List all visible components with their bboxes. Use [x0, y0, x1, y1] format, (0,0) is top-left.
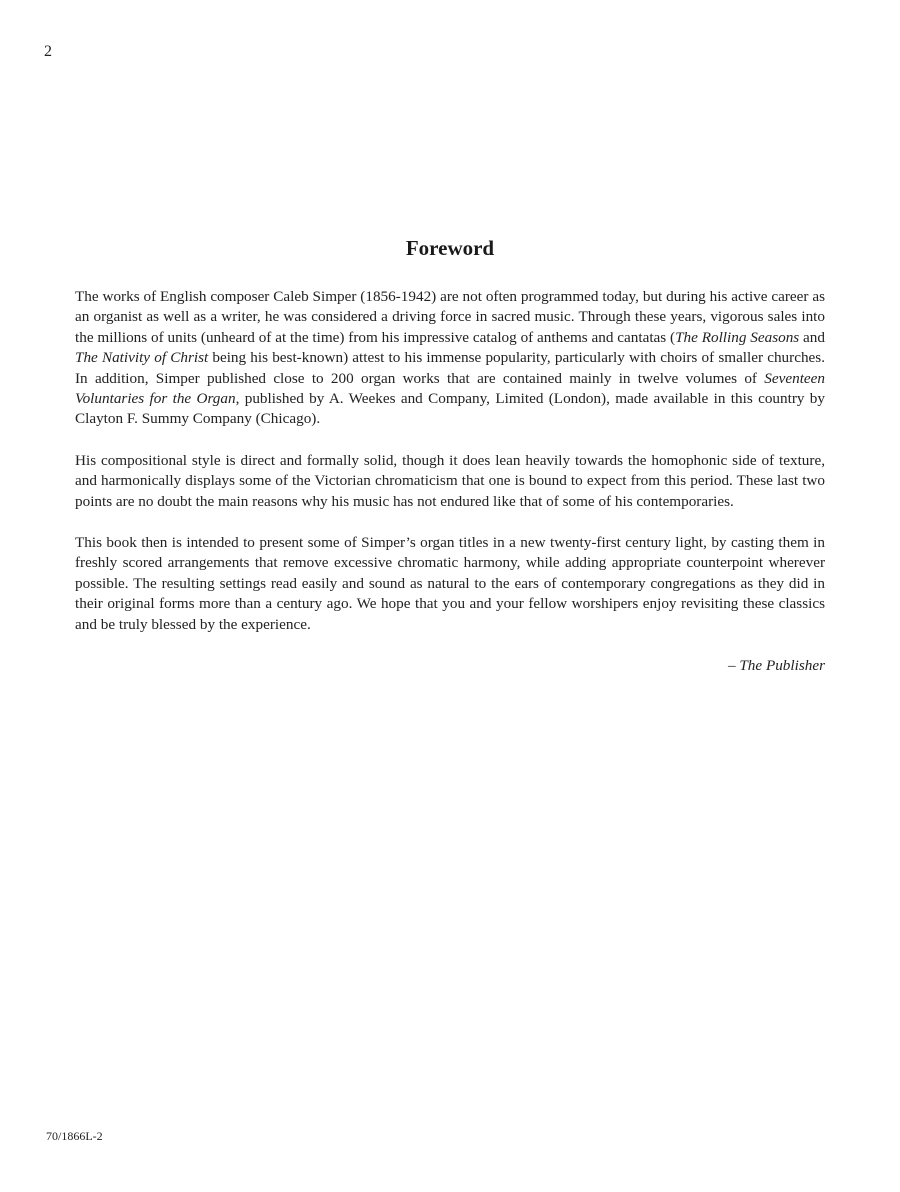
title-rolling-seasons: The Rolling Seasons [675, 328, 800, 346]
foreword-paragraph-2: His compositional style is direct and formally solid, though it does lean heavily towards the homophonic side of texture, and harmonically displays some of the Victorian chromaticism that one is bound to expect from this period. These last two points are no doubt the main reasons why his music has not endured like that of some of his contemporaries. [75, 451, 825, 510]
title-seventeen-voluntaries: Seventeen Voluntaries for the Organ [75, 369, 825, 408]
publisher-signature: – The Publisher [727, 657, 825, 675]
page-number: 2 [44, 43, 52, 60]
p1-text-g: , published by A. Weekes and Company, Limited (London), made available in this country by Clayton F. Summy Company (Chicago). [75, 390, 825, 428]
foreword-section [75, 236, 825, 676]
p1-text-c: and [799, 328, 825, 346]
foreword-title: Foreword [405, 236, 495, 260]
p1-text-a: The works of English composer Caleb Simper (1856-1942) are not often programmed today, but during his active career as an organist as well as a writer, he was considered a driving force in sacred music. Through these years, vigorous sales into the millions of units (unheard of at the time) from his impressive catalog of anthems and cantatas ( [75, 288, 825, 346]
p1-text-e: being his best-known) attest to his immense popularity, particularly with choirs of smaller churches. In addition, Simper published close to 200 organ works that are contained mainly in twelve volumes of [75, 349, 825, 387]
foreword-paragraph-3: This book then is intended to present some of Simper’s organ titles in a new twenty-first century light, by casting them in freshly scored arrangements that remove excessive chromatic harmony, while adding appropriate counterpoint wherever possible. The resulting settings read easily and sound as natural to the ears of contemporary congregations as they did in their original forms more than a century ago. We hope that you and your fellow worshipers enjoy revisiting these classics and be truly blessed by the experience. [75, 534, 825, 633]
foreword-paragraph-1 [75, 287, 825, 430]
catalog-code: 70/1866L-2 [46, 1129, 103, 1143]
title-nativity-of-christ: The Nativity of Christ [75, 349, 209, 367]
